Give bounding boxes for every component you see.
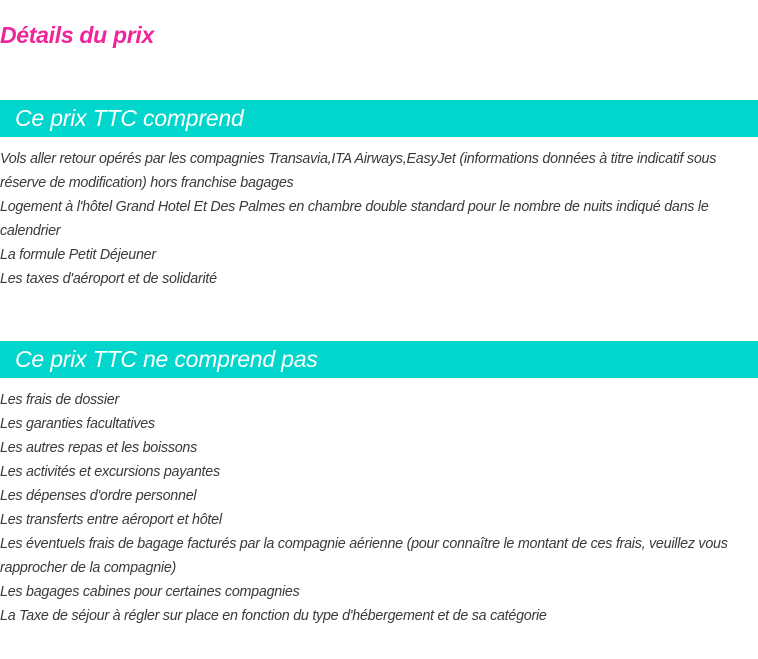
list-item: Les garanties facultatives bbox=[0, 416, 155, 432]
price-includes-section bbox=[0, 100, 758, 291]
list-item: Vols aller retour opérés par les compagnies Transavia,ITA Airways,EasyJet (informations données à titre indicatif sous réserve de modification) hors franchise bagages bbox=[0, 151, 717, 191]
price-excludes-section bbox=[0, 341, 758, 628]
price-includes-list bbox=[0, 137, 758, 291]
list-item: Les éventuels frais de bagage facturés par la compagnie aérienne (pour connaître le montant de ces frais, veuillez vous rapprocher de la compagnie) bbox=[0, 536, 728, 576]
list-item: Les frais de dossier bbox=[0, 392, 119, 408]
list-item: Les bagages cabines pour certaines compagnies bbox=[0, 584, 300, 600]
list-item: Les dépenses d'ordre personnel bbox=[0, 488, 197, 504]
list-item: La formule Petit Déjeuner bbox=[0, 247, 156, 263]
price-includes-heading: Ce prix TTC comprend bbox=[0, 100, 758, 137]
list-item: Les taxes d'aéroport et de solidarité bbox=[0, 271, 217, 287]
page-title: Détails du prix bbox=[0, 22, 154, 48]
list-item: La Taxe de séjour à régler sur place en fonction du type d'hébergement et de sa catégorie bbox=[0, 608, 547, 624]
list-item: Les activités et excursions payantes bbox=[0, 464, 220, 480]
list-item: Les transferts entre aéroport et hôtel bbox=[0, 512, 222, 528]
list-item: Les autres repas et les boissons bbox=[0, 440, 198, 456]
list-item: Logement à l'hôtel Grand Hotel Et Des Palmes en chambre double standard pour le nombre de nuits indiqué dans le calendrier bbox=[0, 199, 709, 239]
price-excludes-heading: Ce prix TTC ne comprend pas bbox=[0, 341, 758, 378]
price-excludes-list bbox=[0, 378, 758, 628]
